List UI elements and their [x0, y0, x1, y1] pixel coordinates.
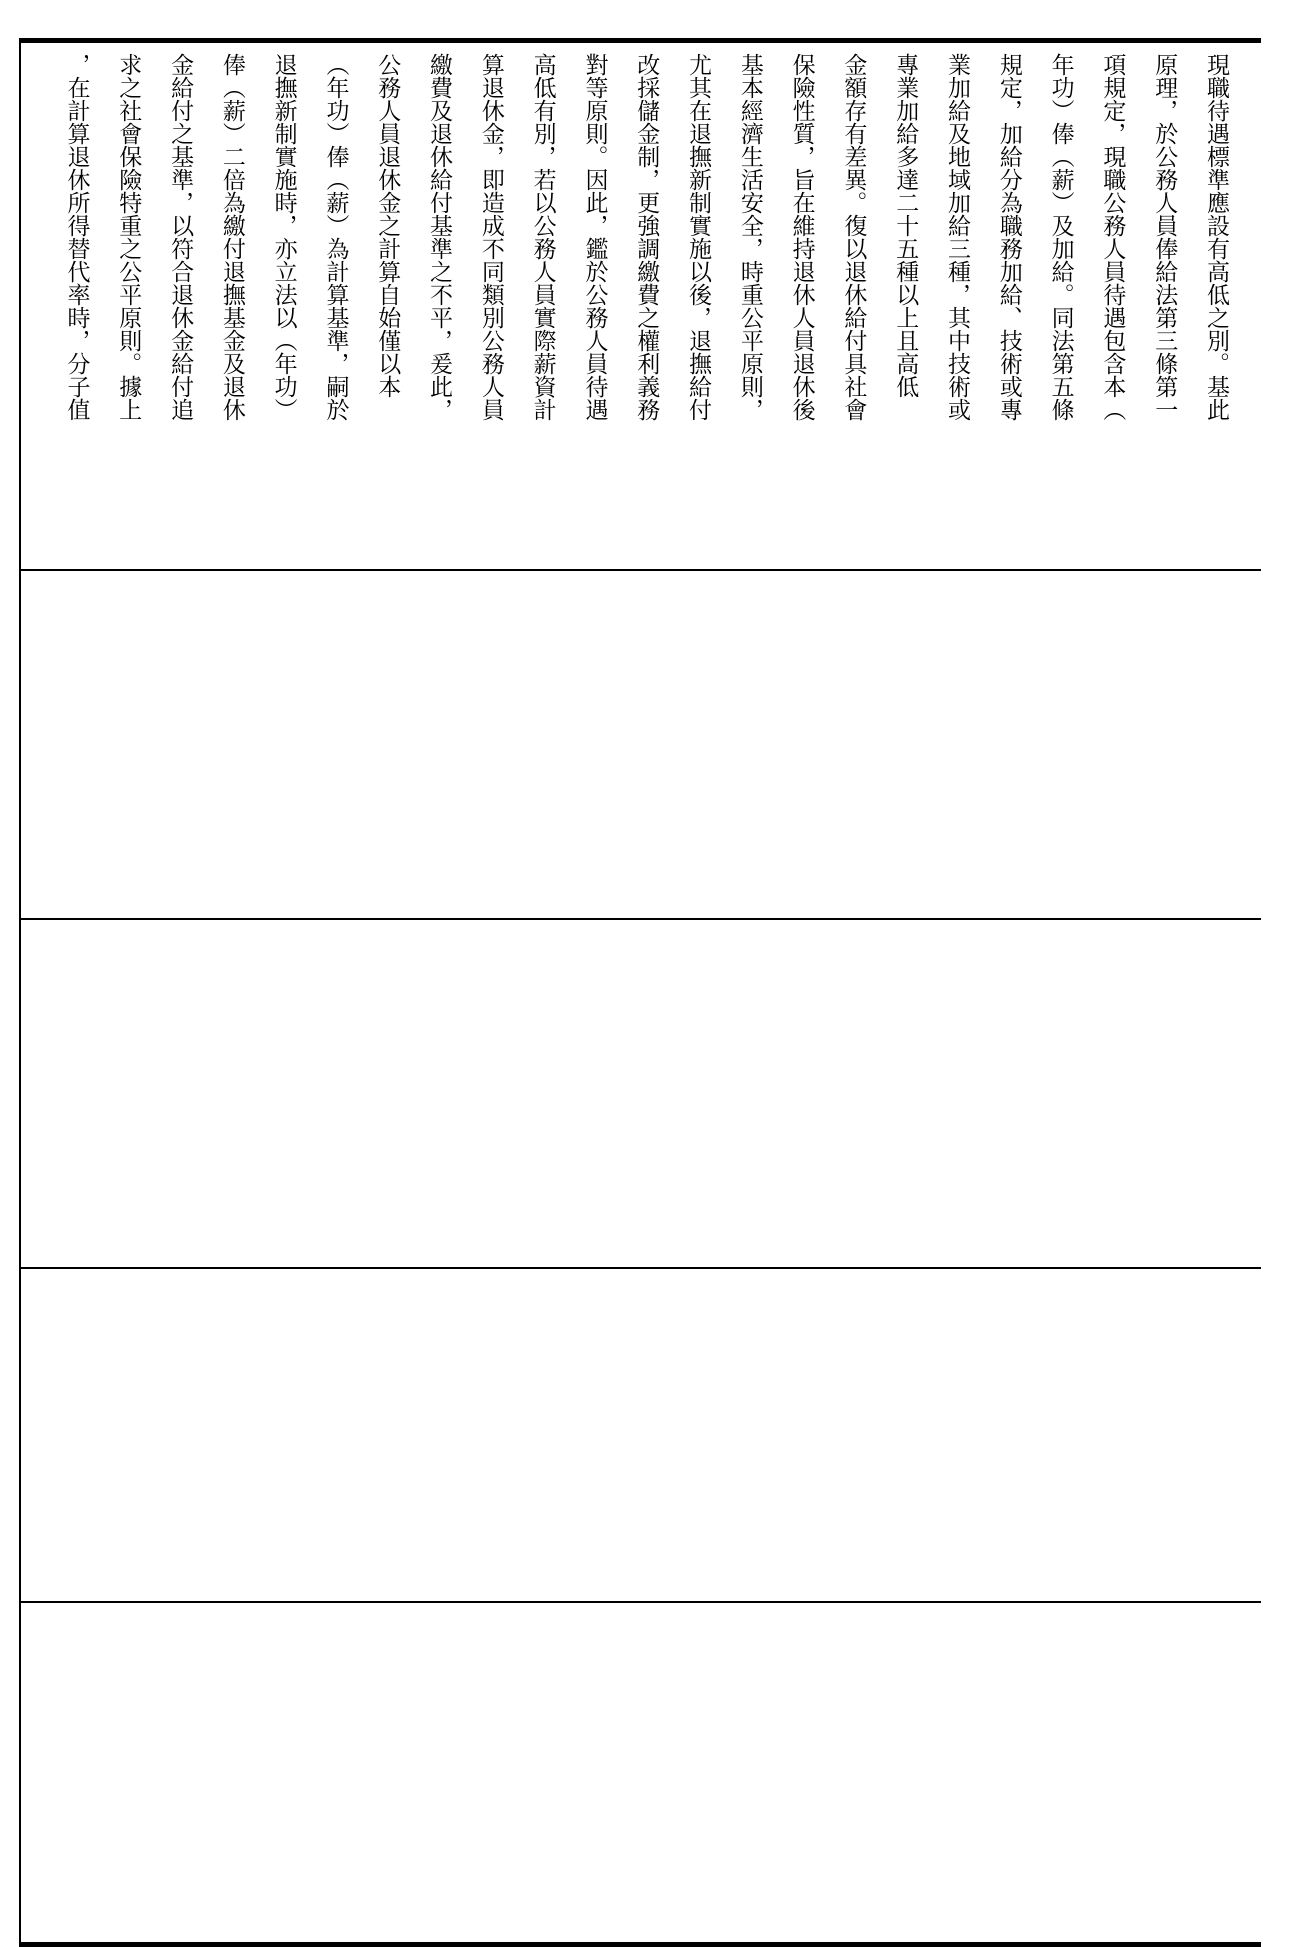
text-line: 俸（薪）二倍為繳付退撫基金及退休 — [218, 53, 245, 421]
document-table — [19, 38, 1261, 1947]
text-line: 金給付之基準，以符合退休金給付追 — [167, 53, 194, 421]
text-line: 高低有別，若以公務人員實際薪資計 — [529, 53, 556, 421]
text-line: 對等原則。因此，鑑於公務人員待遇 — [581, 53, 608, 421]
text-line: 現職待遇標準應設有高低之別。基此 — [1203, 53, 1229, 421]
text-line: 求之社會保險特重之公平原則。據上 — [115, 53, 142, 421]
text-line: 規定，加給分為職務加給、技術或專 — [995, 53, 1022, 421]
text-line: 退撫新制實施時，亦立法以（年功） — [270, 53, 297, 421]
text-line: 原理，於公務人員俸給法第三條第一 — [1151, 53, 1178, 421]
text-line: 專業加給多達二十五種以上且高低 — [892, 53, 919, 398]
text-line: （年功）俸（薪）為計算基準，嗣於 — [322, 53, 349, 421]
text-line: 基本經濟生活安全，時重公平原則， — [736, 53, 763, 421]
text-line: 繳費及退休給付基準之不平，爰此， — [426, 53, 453, 421]
text-line: 項規定，現職公務人員待遇包含本（ — [1099, 53, 1126, 421]
text-line: 算退休金，即造成不同類別公務人員 — [477, 53, 504, 421]
text-line: 保險性質，旨在維持退休人員退休後 — [788, 53, 815, 421]
text-line: 年功）俸（薪）及加給。同法第五條 — [1047, 53, 1074, 421]
text-line: 尤其在退撫新制實施以後，退撫給付 — [685, 53, 712, 421]
vertical-text-block — [61, 53, 1241, 561]
text-line: 業加給及地域加給三種，其中技術或 — [944, 53, 971, 421]
table-row — [21, 1603, 1261, 1947]
table-row — [21, 1269, 1261, 1603]
text-line: 公務人員退休金之計算自始僅以本 — [374, 53, 401, 398]
text-line: 金額存有差異。復以退休給付具社會 — [840, 53, 867, 421]
text-line: ，在計算退休所得替代率時，分子值 — [63, 53, 90, 421]
table-row — [21, 43, 1261, 571]
table-row — [21, 571, 1261, 920]
table-row — [21, 920, 1261, 1269]
text-line: 改採儲金制，更強調繳費之權利義務 — [633, 53, 660, 421]
